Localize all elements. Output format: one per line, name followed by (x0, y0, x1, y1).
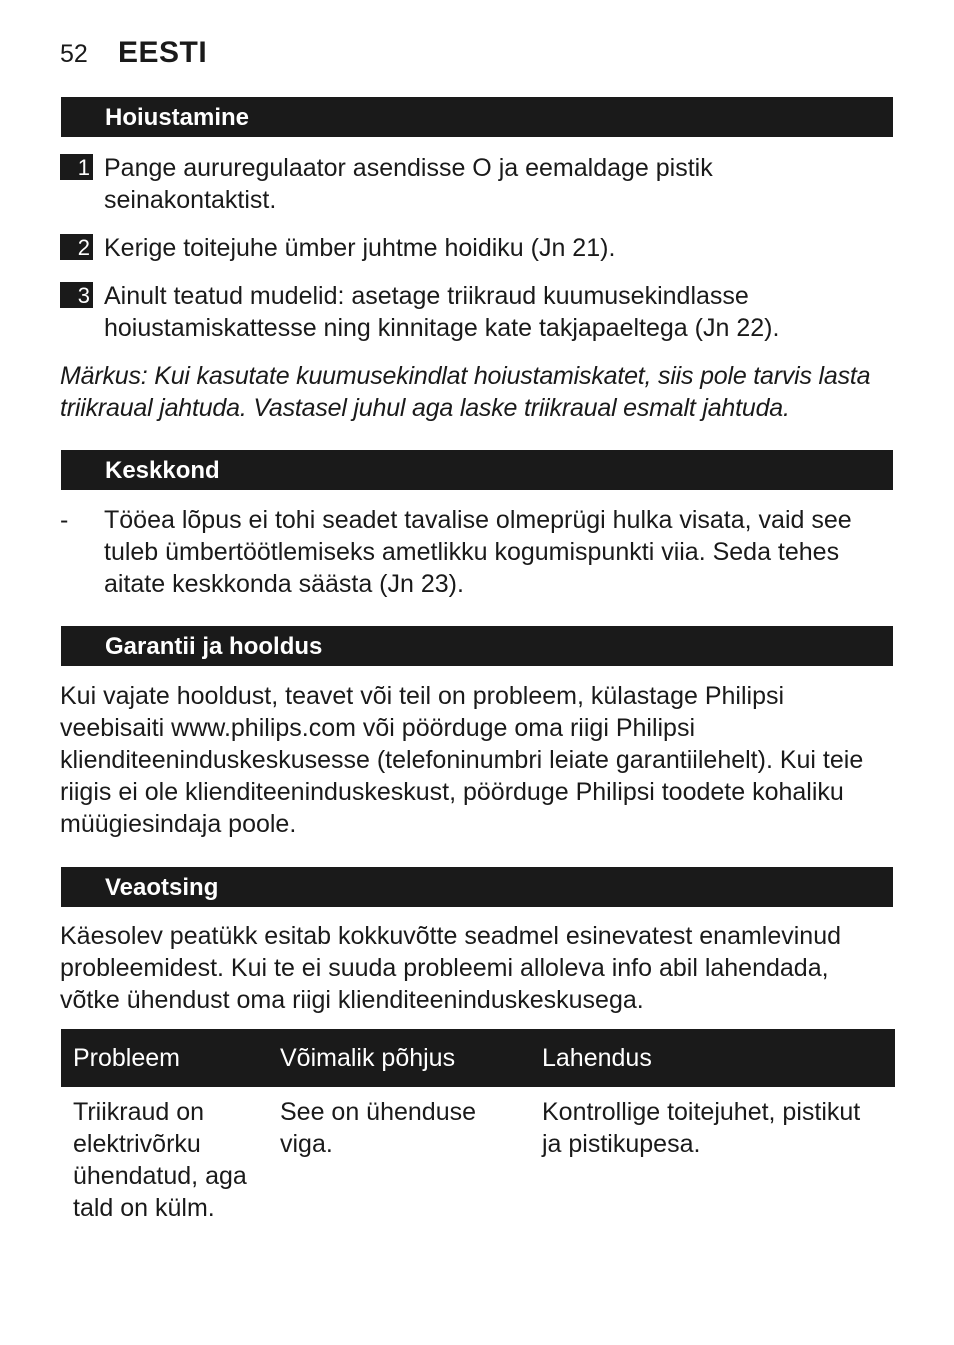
step-number: 2 (60, 234, 93, 260)
step-3 (60, 280, 880, 344)
table-cell-problem: Triikraud on elektrivõrku ühendatud, aga tald on külm. (73, 1098, 247, 1222)
page-number: 52 (60, 40, 88, 68)
section-title-guarantee: Garantii ja hooldus (61, 626, 893, 666)
guarantee-paragraph (60, 680, 880, 840)
philips-website-link[interactable]: www.philips.com (171, 714, 356, 742)
bullet-text: Tööea lõpus ei tohi seadet tavalise olmeprügi hulka visata, vaid see tuleb ümbertöötlemiseks ametlikku kogumispunkti viia. Seda tehes aitate keskkonda säästa (Jn 23). (104, 506, 852, 598)
section-title-storage: Hoiustamine (61, 97, 893, 137)
table-cell-cause: See on ühenduse viga. (280, 1098, 477, 1158)
step-text: Ainult teatud mudelid: asetage triikraud kuumusekindlasse hoiustamiskattesse ning kinnitage kate takjapaeltega (Jn 22). (104, 282, 780, 342)
troubleshooting-table (61, 1029, 895, 1224)
step-number: 3 (60, 282, 93, 308)
section-title-environment: Keskkond (61, 450, 893, 490)
table-row (61, 1087, 895, 1224)
column-header-cause: Võimalik põhjus (268, 1029, 530, 1087)
troubleshooting-intro: Käesolev peatükk esitab kokkuvõtte seadmel esinevatest enamlevinud probleemidest. Kui te ei suuda probleemi alloleva info abil lahendada, võtke ühendust oma riigi klienditeeninduskeskusega. (60, 922, 842, 1014)
guarantee-text-before: Kui vajate hooldust, teavet või teil on probleem, külastage Philipsi veebisaiti (60, 682, 785, 742)
environment-bullet (60, 504, 870, 600)
storage-note: Märkus: Kui kasutate kuumusekindlat hoiustamiskatet, siis pole tarvis lasta triikraual jahtuda. Vastasel juhul aga laske triikraual esmalt jahtuda. (60, 362, 871, 422)
step-text: Pange aururegulaator asendisse O ja eemaldage pistik seinakontaktist. (104, 154, 713, 214)
column-header-problem: Probleem (61, 1029, 268, 1087)
language-heading: EESTI (118, 36, 208, 69)
step-1 (60, 152, 880, 216)
guarantee-text-after: või pöörduge oma riigi Philipsi klienditeeninduskeskusesse (telefoninumbri leiate garantiilehelt). Kui teie riigis ei ole klienditeeninduskeskust, pöörduge Philipsi toodete kohaliku müügiesindaja poole. (60, 714, 864, 838)
bullet-dash: - (60, 506, 69, 534)
step-2 (60, 232, 880, 264)
section-title-troubleshooting: Veaotsing (61, 867, 893, 907)
column-header-solution: Lahendus (530, 1029, 895, 1087)
table-cell-solution: Kontrollige toitejuhet, pistikut ja pistikupesa. (542, 1098, 861, 1158)
step-number: 1 (60, 154, 93, 180)
table-header-row (61, 1029, 895, 1087)
step-text: Kerige toitejuhe ümber juhtme hoidiku (Jn 21). (104, 234, 616, 262)
